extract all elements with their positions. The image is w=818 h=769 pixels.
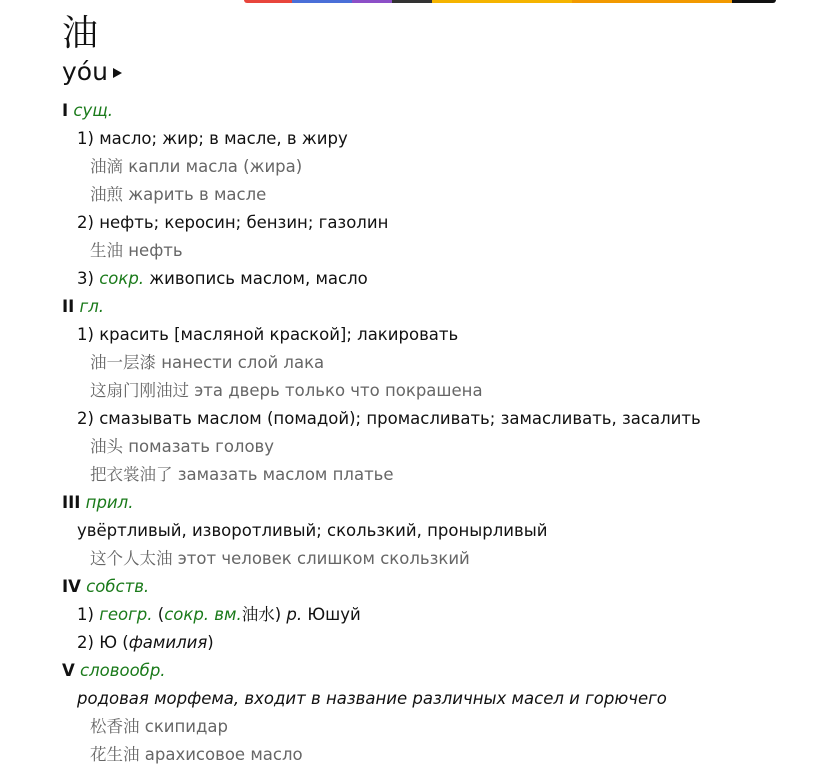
sense-chinese: 油水	[241, 605, 275, 624]
top-color-segment	[244, 0, 292, 3]
sense-description: родовая морфема, входит в название различных масел и горючего	[77, 689, 667, 708]
section-number: I	[62, 101, 69, 120]
sense-line	[62, 265, 802, 293]
sense-text: нефть; керосин; бензин; газолин	[99, 213, 389, 232]
sense-line	[62, 125, 802, 153]
pinyin-row	[62, 56, 122, 88]
top-color-segment	[352, 0, 392, 3]
example-chinese: 这扇门刚油过	[90, 381, 189, 400]
sense-text: смазывать маслом (помадой); промасливать; замасливать, засалить	[99, 409, 701, 428]
example-line	[62, 433, 802, 461]
sense-number: 2)	[77, 213, 94, 232]
example-translation: эта дверь только что покрашена	[194, 381, 483, 400]
example-translation: нанести слой лака	[161, 353, 325, 372]
part-of-speech: гл.	[79, 297, 104, 316]
top-color-segment	[392, 0, 432, 3]
section-heading	[62, 657, 802, 685]
example-chinese: 松香油	[90, 717, 140, 736]
sense-line	[62, 209, 802, 237]
top-color-segment	[432, 0, 572, 3]
example-chinese: 花生油	[90, 745, 140, 764]
top-color-segment	[292, 0, 352, 3]
example-translation: этот человек слишком скользкий	[177, 549, 470, 568]
example-chinese: 生油	[90, 241, 123, 260]
sense-number: 2)	[77, 409, 94, 428]
sense-number: 3)	[77, 269, 94, 288]
example-line	[62, 713, 802, 741]
dictionary-entry	[62, 97, 802, 769]
example-chinese: 油一层漆	[90, 353, 156, 372]
sense-line: 2) Ю (фамилия)	[77, 633, 214, 652]
sense-line: 1) геогр. (сокр. вм.油水) р. Юшуй	[77, 605, 361, 624]
part-of-speech: собств.	[86, 577, 150, 596]
sense-line	[62, 405, 802, 433]
sense-line	[62, 685, 802, 713]
example-line	[62, 237, 802, 265]
example-translation: замазать маслом платье	[177, 465, 394, 484]
example-translation: нефть	[128, 241, 183, 260]
example-line	[62, 181, 802, 209]
sense-label: сокр. вм.	[164, 605, 242, 624]
sense-number: 2)	[77, 633, 94, 652]
part-of-speech: словообр.	[80, 661, 166, 680]
sense-text: Юшуй	[307, 605, 361, 624]
example-chinese: 油滴	[90, 157, 123, 176]
example-line	[62, 741, 802, 769]
headword: 油	[62, 13, 99, 54]
part-of-speech: прил.	[85, 493, 134, 512]
sense-line	[62, 517, 802, 545]
sense-text: масло; жир; в масле, в жиру	[99, 129, 348, 148]
top-color-segment	[732, 0, 776, 3]
example-translation: капли масла (жира)	[128, 157, 303, 176]
section-heading	[62, 573, 802, 601]
example-line	[62, 545, 802, 573]
example-translation: помазать голову	[128, 437, 275, 456]
pinyin: yóu	[62, 57, 108, 86]
top-color-bar	[244, 0, 776, 3]
section-number: IV	[62, 577, 81, 596]
sense-text: Ю	[99, 633, 118, 652]
sense-label: геогр.	[99, 605, 153, 624]
section-number: III	[62, 493, 81, 512]
sense-number: 1)	[77, 325, 94, 344]
sense-number: 1)	[77, 605, 94, 624]
part-of-speech: сущ.	[73, 101, 114, 120]
example-translation: жарить в масле	[128, 185, 267, 204]
example-chinese: 这个人太油	[90, 549, 173, 568]
section-heading	[62, 489, 802, 517]
section-number: II	[62, 297, 75, 316]
section-number: V	[62, 661, 75, 680]
section-heading	[62, 97, 802, 125]
example-line	[62, 461, 802, 489]
example-line	[62, 349, 802, 377]
top-color-segment	[572, 0, 732, 3]
play-audio-icon[interactable]	[113, 68, 122, 78]
example-chinese: 油煎	[90, 185, 123, 204]
sense-label-river: р.	[286, 605, 303, 624]
example-translation: скипидар	[144, 717, 229, 736]
example-line	[62, 377, 802, 405]
sense-text: живопись маслом, масло	[149, 269, 368, 288]
sense-label: фамилия	[128, 633, 208, 652]
example-chinese: 把衣裳油了	[90, 465, 173, 484]
sense-text: увёртливый, изворотливый; скользкий, пронырливый	[77, 521, 548, 540]
sense-text: красить [масляной краской]; лакировать	[99, 325, 459, 344]
section-heading	[62, 293, 802, 321]
sense-label: сокр.	[99, 269, 145, 288]
sense-line	[62, 321, 802, 349]
sense-number: 1)	[77, 129, 94, 148]
example-line	[62, 153, 802, 181]
example-translation: арахисовое масло	[144, 745, 303, 764]
example-chinese: 油头	[90, 437, 123, 456]
